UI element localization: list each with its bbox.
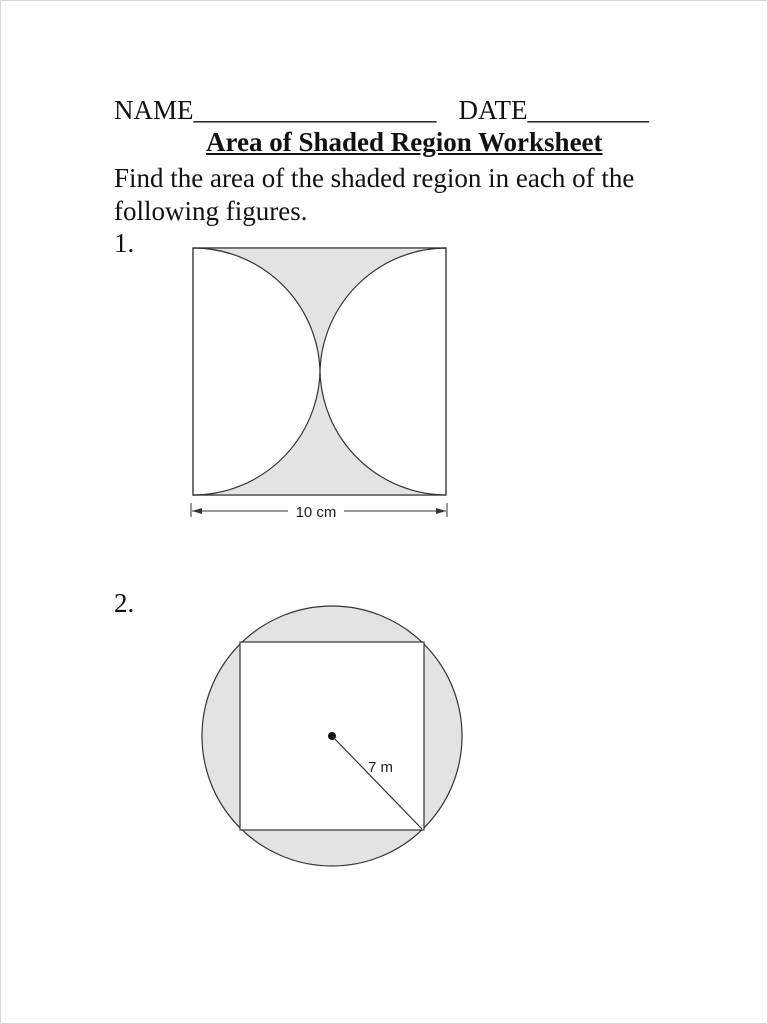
instructions-line-2: following figures. [114, 196, 308, 226]
problem-2-number: 2. [114, 588, 135, 618]
radius-label: 7 m [368, 759, 394, 776]
name-date-line [114, 94, 649, 126]
name-field-label: NAME__________________ [114, 95, 437, 125]
instructions-line-1: Find the area of the shaded region in each of the [114, 163, 635, 193]
problem-1-figure [186, 241, 456, 526]
dimension-label: 10 cm [295, 504, 337, 521]
worksheet-title: Area of Shaded Region Worksheet [206, 127, 603, 157]
problem-2-figure [196, 596, 471, 881]
problem-1-number: 1. [114, 228, 135, 258]
date-field-label: DATE_________ [458, 95, 649, 125]
